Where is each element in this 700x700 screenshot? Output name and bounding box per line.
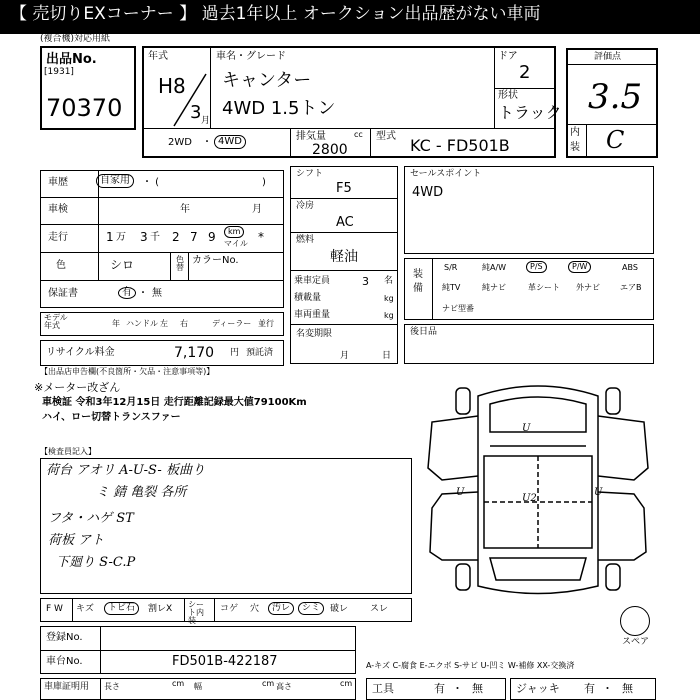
inspector-line4: 荷板 アト xyxy=(48,533,105,548)
equip-aw: 純A/W xyxy=(482,263,507,272)
inspector-box xyxy=(40,458,412,594)
reg-label: 登録No. xyxy=(46,632,83,643)
model-name: キャンター xyxy=(222,70,312,91)
seat-wear: 破レ xyxy=(330,604,349,614)
displacement-value: 2800 xyxy=(312,142,348,158)
notes-line2: 車検証 令和3年12月15日 走行距離記録最大値79100Km xyxy=(42,397,307,408)
load-label: 積載量 xyxy=(294,293,322,303)
capacity-label: 乗車定員 xyxy=(294,276,331,286)
jack-sep: ・ xyxy=(602,682,613,695)
recycle-note: 預託済 xyxy=(246,348,274,358)
damage-mark-top: U xyxy=(522,423,531,434)
displacement-unit: cc xyxy=(354,130,363,139)
notes-line3: ハイ、ロー切替トランスファー xyxy=(42,412,181,423)
history-rest: ・ ( xyxy=(142,177,160,188)
inspector-line5: 下廻り S-C.P xyxy=(56,555,136,570)
shift-value: F5 xyxy=(336,181,352,196)
fuel-label: 燃料 xyxy=(296,235,315,245)
modelyear-right: 右 xyxy=(180,319,188,328)
namechange-unit-day: 日 xyxy=(382,351,392,361)
warranty-label: 保証書 xyxy=(48,288,78,299)
model-grade: 4WD 1.5トン xyxy=(222,98,336,119)
cert-cm-2: cm xyxy=(262,679,275,688)
mileage-unit-km: km xyxy=(224,226,244,238)
mileage-star: * xyxy=(258,230,264,244)
modelyear-parallel: 並行 xyxy=(258,319,274,328)
aircon-label: 冷房 xyxy=(296,201,315,211)
equipment-label: 装備 xyxy=(413,269,423,294)
model-label: 車名・グレード xyxy=(216,51,286,62)
seat-label: シート内装 xyxy=(188,600,204,625)
header-note: (複合機)対応用紙 xyxy=(40,34,111,44)
warranty-no: 無 xyxy=(152,288,162,299)
damage-mark-center: U2 xyxy=(522,493,537,504)
tools-no: 無 xyxy=(472,682,483,695)
inspection-year: 年 xyxy=(180,204,190,215)
seat-hole: 穴 xyxy=(250,604,260,614)
mileage-man-unit: 万 xyxy=(116,232,126,243)
year-label: 年式 xyxy=(148,51,168,62)
mileage-d3: 7 xyxy=(190,230,198,244)
interior-value: C xyxy=(606,126,625,154)
sales-point-value: 4WD xyxy=(412,185,444,200)
namechange-label: 名変期限 xyxy=(296,329,333,339)
inspection-label: 車検 xyxy=(48,204,68,215)
interior-label-1: 内 xyxy=(570,127,580,138)
glass-scratch: キズ xyxy=(76,604,94,614)
recycle-value: 7,170 xyxy=(174,345,215,361)
equip-abs: ABS xyxy=(622,263,638,272)
cert-label: 車庫証明用 xyxy=(44,682,90,692)
equip-tv: 純TV xyxy=(442,283,461,292)
delivery-label: 後日品 xyxy=(410,327,438,337)
spare-tire-icon xyxy=(620,606,650,636)
history-own: 自家用 xyxy=(96,174,134,188)
equip-sr: S/R xyxy=(444,263,458,272)
tools-label: 工具 xyxy=(372,682,394,695)
fuel-value: 軽油 xyxy=(330,249,358,265)
doors-value: 2 xyxy=(519,62,531,83)
modelyear-handle: ハンドル xyxy=(126,319,158,328)
jack-no: 無 xyxy=(622,682,633,695)
sales-point-box xyxy=(404,166,654,254)
seat-tear: 汚レ xyxy=(268,602,294,615)
spare-label: スペア xyxy=(622,637,650,647)
equip-pw: P/W xyxy=(568,261,591,273)
tools-sep: ・ xyxy=(452,682,463,695)
inspector-heading: 【検査員記入】 xyxy=(40,447,96,456)
lot-label: 出品No. xyxy=(46,52,97,67)
displacement-label: 排気量 xyxy=(296,131,326,142)
weight-unit: kg xyxy=(384,311,394,320)
cert-height: 高さ xyxy=(276,682,292,691)
score-label: 評価点 xyxy=(594,52,622,62)
doors-label: ドア xyxy=(498,51,518,62)
equip-airbag: エアB xyxy=(620,283,642,292)
vehicle-diagram xyxy=(418,376,658,608)
color-label: 色 xyxy=(56,260,66,271)
damage-mark-right: U xyxy=(594,487,603,498)
notes-line1: ※メーター改ざん xyxy=(34,381,121,394)
inspector-line2: ミ 錆 亀裂 各所 xyxy=(96,485,187,500)
recycle-label: リサイクル料金 xyxy=(46,347,115,358)
sales-point-label: セールスポイント xyxy=(410,169,482,179)
seat-rub: スレ xyxy=(370,604,389,614)
lot-number: 70370 xyxy=(46,94,123,122)
mileage-d4: 9 xyxy=(208,230,216,244)
inspection-month: 月 xyxy=(252,204,262,215)
capacity-unit: 名 xyxy=(384,276,394,286)
damage-mark-left: U xyxy=(456,487,465,498)
warranty-yes: 有 xyxy=(118,287,136,299)
equip-navi-model: ナビ型番 xyxy=(442,304,474,313)
modelyear-label: モデル年式 xyxy=(44,313,68,330)
mileage-man: 1 xyxy=(106,230,114,244)
inspector-line3: フタ・ハゲ ST xyxy=(48,511,134,526)
cert-cm-1: cm xyxy=(172,679,185,688)
namechange-unit: 月 xyxy=(340,351,350,361)
mileage-d1: 3 xyxy=(140,230,148,244)
mileage-d2: 2 xyxy=(172,230,180,244)
banner-text: 【 売切りEXコーナー 】 過去1年以上 オークション出品歴がない車両 xyxy=(10,4,541,24)
cert-length: 長さ xyxy=(104,682,120,691)
mileage-sen: 千 xyxy=(150,232,160,243)
aircon-value: AC xyxy=(336,215,354,230)
mileage-unit-mile: マイル xyxy=(224,239,248,248)
chassis-value: FD501B-422187 xyxy=(172,654,278,669)
cert-cm-3: cm xyxy=(340,679,353,688)
chassis-label: 車台No. xyxy=(46,656,83,667)
notes-heading: 【出品店申告欄(不良箇所・欠品・注意事項等)】 xyxy=(40,367,215,376)
year-month-unit: 月 xyxy=(201,116,211,126)
shift-label: シフト xyxy=(296,169,324,179)
drive-dot: ・ xyxy=(202,137,212,148)
interior-label-2: 装 xyxy=(570,142,580,153)
year-month: 3 xyxy=(190,102,202,123)
year-era: H8 xyxy=(158,74,186,98)
glass-chip: トビ石 xyxy=(104,602,139,615)
score-value: 3.5 xyxy=(588,77,643,117)
lot-small: [1931] xyxy=(44,67,74,77)
equip-extnavi: 外ナビ xyxy=(576,283,600,292)
capacity-value: 3 xyxy=(362,275,369,288)
glass-crack: 割レX xyxy=(148,604,173,614)
modelyear-left: 左 xyxy=(160,319,168,328)
modelyear-dealer: ディーラー xyxy=(212,319,252,328)
type-value: KC - FD501B xyxy=(410,136,510,155)
equip-ps: P/S xyxy=(526,261,547,273)
color-no-label: カラーNo. xyxy=(192,255,239,266)
delivery-box xyxy=(404,324,654,364)
shape-label: 形状 xyxy=(498,90,518,101)
legend: A-キズ C-腐食 E-エクボ S-サビ U-凹ミ W-補修 XX-交換済 xyxy=(366,661,575,670)
type-label: 型式 xyxy=(376,131,396,142)
glass-fw: F W xyxy=(46,604,63,614)
history-close: ) xyxy=(262,177,266,188)
equip-leather: 革シート xyxy=(528,283,560,292)
seat-burn: コゲ xyxy=(220,604,239,614)
jack-yes: 有 xyxy=(584,682,595,695)
history-label: 車歴 xyxy=(48,177,68,188)
inspector-line1: 荷台 アオリ A-U-S- 板曲り xyxy=(46,463,205,478)
drive-2wd: 2WD xyxy=(168,137,192,148)
warranty-sep: ・ xyxy=(138,288,148,299)
drive-4wd: 4WD xyxy=(214,135,246,149)
tools-yes: 有 xyxy=(434,682,445,695)
modelyear-year: 年 xyxy=(112,319,120,328)
equip-navi: 純ナビ xyxy=(482,283,506,292)
mileage-label: 走行 xyxy=(48,232,68,243)
seat-stain: シミ xyxy=(298,602,324,615)
recycle-unit: 円 xyxy=(230,348,240,358)
cert-width: 幅 xyxy=(194,682,202,691)
load-unit: kg xyxy=(384,294,394,303)
color-value: シロ xyxy=(110,258,135,272)
banner xyxy=(0,0,700,34)
jack-label: ジャッキ xyxy=(516,682,560,695)
weight-label: 車両重量 xyxy=(294,310,331,320)
shape-value: トラック xyxy=(498,103,562,122)
color-swap: 色替 xyxy=(176,255,184,272)
